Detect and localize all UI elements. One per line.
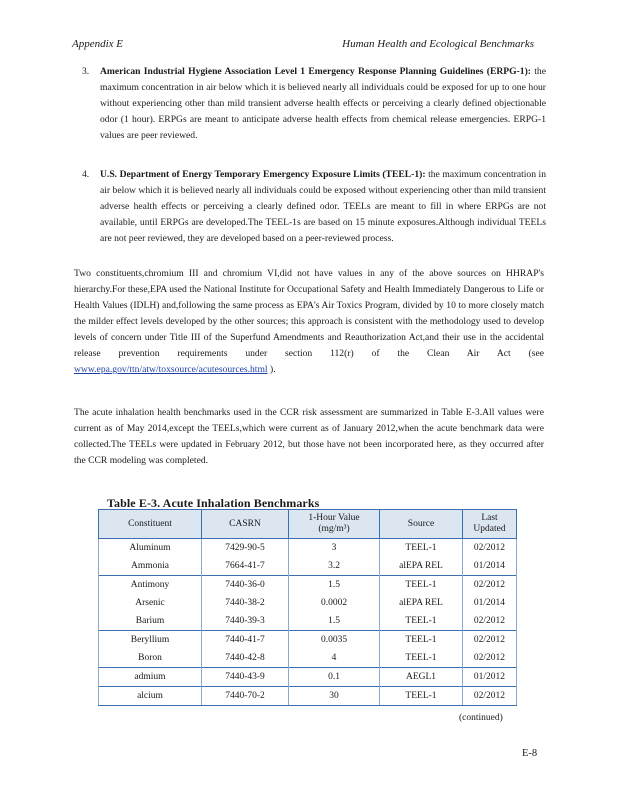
cell-source: TEEL-1 bbox=[380, 612, 463, 631]
table-row bbox=[99, 649, 517, 668]
header-value-label: 1-Hour Value bbox=[308, 513, 360, 523]
cell-constituent: alcium bbox=[99, 687, 202, 706]
table-row bbox=[99, 539, 517, 558]
cell-casrn: 7429-90-5 bbox=[202, 539, 289, 558]
item-body: the maximum concentration in air below which it is believed nearly all individuals could be exposed for up to one hour without experiencing other than mild transient adverse health effects or perceiving a clearly defined objectionable odor (1 hour). ERPGs are meant to anticipate adverse health effects from chemical release emergencies. ERPG-1 values are peer reviewed. bbox=[100, 66, 546, 141]
table-row bbox=[99, 612, 517, 631]
cell-casrn: 7440-39-3 bbox=[202, 612, 289, 631]
cell-value: 0.0002 bbox=[289, 594, 380, 612]
item-body: the maximum concentration in air below which it is believed nearly all individuals could be exposed without experiencing other than mild transient adverse health effects or perceiving a clearly defined odor. TEELs are meant to fill in where ERPGs are not available, until ERPGs are developed.The TEEL-1s are based on 15 minute exposures.Although individual TEELs are not peer reviewed, they are developed based on a peer-reviewed process. bbox=[100, 169, 547, 244]
cell-updated: 02/2012 bbox=[463, 649, 517, 668]
list-number: 3. bbox=[82, 66, 90, 77]
cell-casrn: 7440-36-0 bbox=[202, 576, 289, 595]
cell-updated: 01/2014 bbox=[463, 594, 517, 612]
paragraph-chromium bbox=[74, 266, 544, 378]
cell-constituent: Aluminum bbox=[99, 539, 202, 558]
cell-value: 1.5 bbox=[289, 576, 380, 595]
header-value-unit: (mg/m³) bbox=[318, 524, 350, 534]
header-casrn: CASRN bbox=[202, 510, 289, 539]
cell-constituent: Antimony bbox=[99, 576, 202, 595]
cell-source: TEEL-1 bbox=[380, 631, 463, 650]
cell-casrn: 7440-38-2 bbox=[202, 594, 289, 612]
cell-updated: 01/2012 bbox=[463, 668, 517, 687]
cell-updated: 02/2012 bbox=[463, 687, 517, 706]
cell-source: TEEL-1 bbox=[380, 649, 463, 668]
table-row bbox=[99, 557, 517, 576]
cell-source: alEPA REL bbox=[380, 594, 463, 612]
cell-source: TEEL-1 bbox=[380, 576, 463, 595]
cell-casrn: 7664-41-7 bbox=[202, 557, 289, 576]
list-number: 4. bbox=[82, 169, 90, 180]
paragraph-benchmarks: The acute inhalation health benchmarks used in the CCR risk assessment are summarized in Table E-3.All values were current as of May 2014,except the TEELs,which were current as of January 2012,when the acute benchmark data were collected.The TEELs were updated in February 2012, but those have not been incorporated here, as they occurred after the CCR modeling was completed. bbox=[74, 407, 544, 466]
table-row bbox=[99, 594, 517, 612]
cell-casrn: 7440-43-9 bbox=[202, 668, 289, 687]
cell-source: TEEL-1 bbox=[380, 539, 463, 558]
acute-benchmarks-table bbox=[98, 509, 517, 706]
cell-constituent: Ammonia bbox=[99, 557, 202, 576]
cell-casrn: 7440-42-8 bbox=[202, 649, 289, 668]
cell-constituent: Boron bbox=[99, 649, 202, 668]
cell-value: 30 bbox=[289, 687, 380, 706]
acute-sources-link[interactable]: www.epa.gov/ttn/atw/toxsource/acutesources.html bbox=[74, 364, 268, 375]
cell-updated: 02/2012 bbox=[463, 576, 517, 595]
cell-value: 4 bbox=[289, 649, 380, 668]
cell-constituent: Barium bbox=[99, 612, 202, 631]
item-title: U.S. Department of Energy Temporary Emergency Exposure Limits (TEEL-1): bbox=[100, 169, 426, 180]
continued-note: (continued) bbox=[459, 713, 503, 723]
cell-casrn: 7440-70-2 bbox=[202, 687, 289, 706]
running-header-title: Human Health and Ecological Benchmarks bbox=[342, 38, 534, 50]
cell-updated: 02/2012 bbox=[463, 612, 517, 631]
cell-constituent: Beryllium bbox=[99, 631, 202, 650]
cell-source: AEGL1 bbox=[380, 668, 463, 687]
table-header-row bbox=[99, 510, 517, 539]
cell-updated: 02/2012 bbox=[463, 539, 517, 558]
cell-casrn: 7440-41-7 bbox=[202, 631, 289, 650]
paragraph-text: Two constituents,chromium III and chromium VI,did not have values in any of the above sources on HHRAP's hierarchy.For these,EPA used the National Institute for Occupational Safety and Health Immediately Dangerous to Life or Health Values (IDLH) and,following the same process as EPA's Air Toxics Program, divided by 10 to more closely match the milder effect levels developed by the other sources; this approach is consistent with the methodology used to develop levels of concern under Title III of the Superfund Amendments and Reauthorization Act,and their use in the accidental release prevention requirements under section 112(r) of the Clean Air Act (see bbox=[74, 268, 544, 359]
cell-updated: 02/2012 bbox=[463, 631, 517, 650]
running-header-appendix: Appendix E bbox=[72, 38, 124, 50]
header-value bbox=[289, 510, 380, 539]
list-item-teel bbox=[82, 167, 546, 247]
cell-constituent: admium bbox=[99, 668, 202, 687]
cell-value: 1.5 bbox=[289, 612, 380, 631]
cell-value: 0.0035 bbox=[289, 631, 380, 650]
header-source: Source bbox=[380, 510, 463, 539]
table-row bbox=[99, 668, 517, 687]
cell-source: alEPA REL bbox=[380, 557, 463, 576]
table-caption: Table E-3. Acute Inhalation Benchmarks bbox=[107, 496, 320, 510]
list-item-erpg bbox=[82, 64, 546, 144]
page-number: E-8 bbox=[522, 748, 538, 759]
cell-value: 3 bbox=[289, 539, 380, 558]
table-row bbox=[99, 576, 517, 595]
cell-constituent: Arsenic bbox=[99, 594, 202, 612]
item-title: American Industrial Hygiene Association Level 1 Emergency Response Planning Guidelines (ERPG-1): bbox=[100, 66, 531, 77]
header-constituent: Constituent bbox=[99, 510, 202, 539]
header-last-updated: Last Updated bbox=[463, 510, 517, 539]
cell-value: 0.1 bbox=[289, 668, 380, 687]
paragraph-tail: ). bbox=[267, 364, 276, 375]
cell-updated: 01/2014 bbox=[463, 557, 517, 576]
cell-value: 3.2 bbox=[289, 557, 380, 576]
table-row bbox=[99, 631, 517, 650]
table-row bbox=[99, 687, 517, 706]
cell-source: TEEL-1 bbox=[380, 687, 463, 706]
